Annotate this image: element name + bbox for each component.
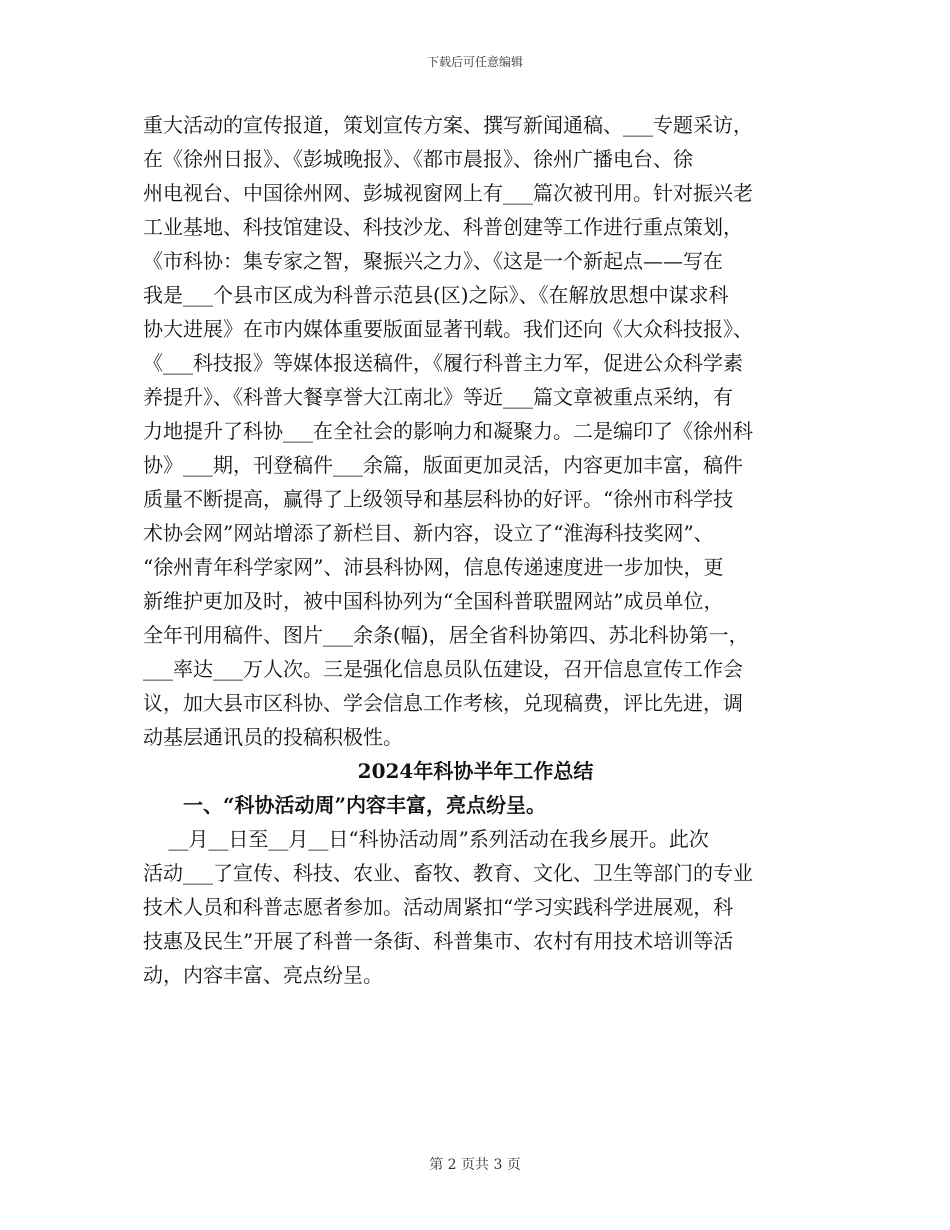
body-line: ___率达___万人次。三是强化信息员队伍建设，召开信息宣传工作会 bbox=[143, 657, 743, 681]
body-line: 协大进展》在市内媒体重要版面显著刊载。我们还向《大众科技报》、 bbox=[143, 317, 753, 341]
body-line: 新维护更加及时，被中国科协列为“全国科普联盟网站”成员单位， bbox=[143, 589, 724, 613]
section-heading: 一、“科协活动周”内容丰富，亮点纷呈。 bbox=[183, 793, 547, 817]
section-line: 技惠及民生”开展了科普一条街、科普集市、农村有用技术培训等活 bbox=[143, 929, 734, 953]
page-footer: 第 2 页共 3 页 bbox=[429, 1157, 521, 1173]
document-body bbox=[143, 108, 808, 992]
section-line: 动，内容丰富、亮点纷呈。 bbox=[143, 963, 383, 987]
section-line: 技术人员和科普志愿者参加。活动周紧扣“学习实践科学进展观，科 bbox=[143, 895, 734, 919]
body-line: 议，加大县市区科协、学会信息工作考核，兑现稿费，评比先进，调 bbox=[143, 691, 743, 715]
body-line: 《市科协：集专家之智，聚振兴之力》、《这是一个新起点——写在 bbox=[143, 249, 723, 273]
body-line: 养提升》、《科普大餐享誉大江南北》等近___篇文章被重点采纳，有 bbox=[143, 385, 733, 409]
body-line: 州电视台、中国徐州网、彭城视窗网上有___篇次被刊用。针对振兴老 bbox=[143, 181, 753, 205]
body-line: 力地提升了科协___在全社会的影响力和凝聚力。二是编印了《徐州科 bbox=[143, 419, 753, 443]
section-title: 2024年科协半年工作总结 bbox=[357, 759, 594, 783]
body-line: “徐州青年科学家网”、沛县科协网，信息传递速度进一步加快，更 bbox=[143, 555, 724, 579]
body-line: 重大活动的宣传报道，策划宣传方案、撰写新闻通稿、___专题采访， bbox=[143, 113, 753, 137]
body-line: 全年刊用稿件、图片___余条(幅)，居全省科协第四、苏北科协第一， bbox=[143, 623, 749, 647]
body-line: 术协会网”网站增添了新栏目、新内容，设立了“淮海科技奖网”、 bbox=[143, 521, 714, 545]
section-line: 活动___了宣传、科技、农业、畜牧、教育、文化、卫生等部门的专业 bbox=[143, 861, 753, 885]
body-line: 协》___期，刊登稿件___余篇，版面更加灵活，内容更加丰富，稿件 bbox=[143, 453, 743, 477]
body-line: 在《徐州日报》、《彭城晚报》、《都市晨报》、徐州广播电台、徐 bbox=[143, 147, 693, 171]
page-header: 下载后可任意编辑 bbox=[426, 55, 523, 69]
body-line: 工业基地、科技馆建设、科技沙龙、科普创建等工作进行重点策划， bbox=[143, 215, 743, 239]
body-line: 《___科技报》等媒体报送稿件，《履行科普主力军，促进公众科学素 bbox=[143, 351, 743, 375]
body-line: 我是___个县市区成为科普示范县(区)之际》、《在解放思想中谋求科 bbox=[143, 283, 729, 307]
section-line: __月__日至__月__日“科协活动周”系列活动在我乡展开。此次 bbox=[143, 827, 709, 851]
body-line: 动基层通讯员的投稿积极性。 bbox=[143, 725, 403, 749]
body-line: 质量不断提高，赢得了上级领导和基层科协的好评。“徐州市科学技 bbox=[143, 487, 734, 511]
